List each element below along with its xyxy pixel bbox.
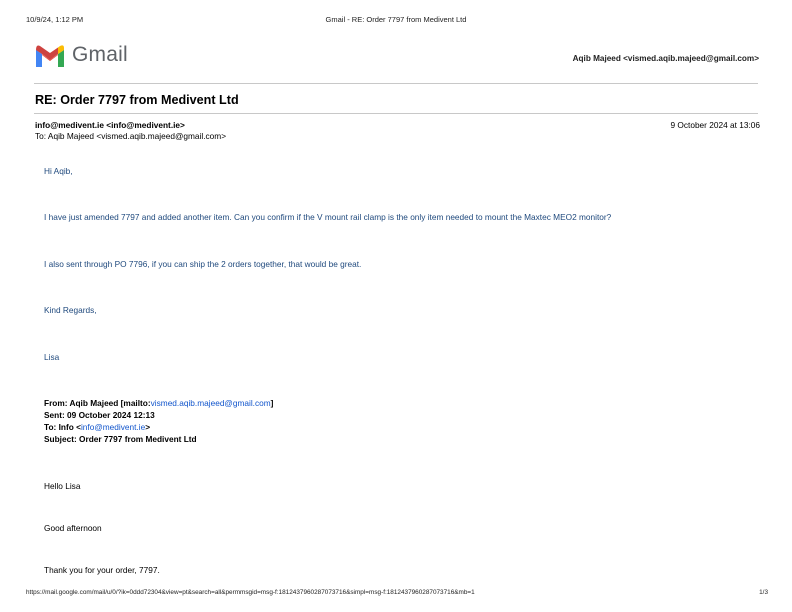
gmail-brand: Gmail xyxy=(72,43,128,66)
recipient: To: Aqib Majeed <vismed.aqib.majeed@gmail.com> xyxy=(35,131,227,141)
body-regards: Kind Regards, xyxy=(44,305,97,315)
gmail-logo-icon xyxy=(34,43,66,69)
print-date: 10/9/24, 1:12 PM xyxy=(26,15,84,24)
footer-url: https://mail.google.com/mail/u/0/?ik=0ddd72304&view=pt&search=all&permmsgid=msg-f:1812437960287073716&simpl=msg-f:1812437960287073716&mb=1 xyxy=(26,589,475,596)
quoted-sent: Sent: 09 October 2024 12:13 xyxy=(44,410,155,420)
divider xyxy=(34,113,758,114)
page-number: 1/3 xyxy=(759,589,768,596)
account-email: Aqib Majeed <vismed.aqib.majeed@gmail.com> xyxy=(572,54,759,63)
body-paragraph: I also sent through PO 7796, if you can ship the 2 orders together, that would be great. xyxy=(44,259,362,269)
body-paragraph: I have just amended 7797 and added another item. Can you confirm if the V mount rail clamp is the only item needed to mount the Maxtec MEO2 monitor? xyxy=(44,212,612,222)
quoted-line: Good afternoon xyxy=(44,523,102,533)
quoted-from-email-link[interactable]: vismed.aqib.majeed@gmail.com xyxy=(150,398,271,408)
print-title: Gmail - RE: Order 7797 from Medivent Ltd xyxy=(325,15,467,24)
email-subject: RE: Order 7797 from Medivent Ltd xyxy=(35,93,239,107)
quoted-from: From: Aqib Majeed [mailto:vismed.aqib.majeed@gmail.com] xyxy=(44,398,274,408)
quoted-to-email-link[interactable]: info@medivent.ie xyxy=(80,422,146,432)
quoted-greeting: Hello Lisa xyxy=(44,481,81,491)
quoted-line: Thank you for your order, 7797. xyxy=(44,565,160,575)
body-greeting: Hi Aqib, xyxy=(44,166,73,176)
divider xyxy=(34,83,758,84)
quoted-to: To: Info <info@medivent.ie> xyxy=(44,422,151,432)
body-signature: Lisa xyxy=(44,352,60,362)
sender: info@medivent.ie <info@medivent.ie> xyxy=(35,120,185,130)
email-date: 9 October 2024 at 13:06 xyxy=(670,120,760,130)
quoted-subject: Subject: Order 7797 from Medivent Ltd xyxy=(44,434,197,444)
